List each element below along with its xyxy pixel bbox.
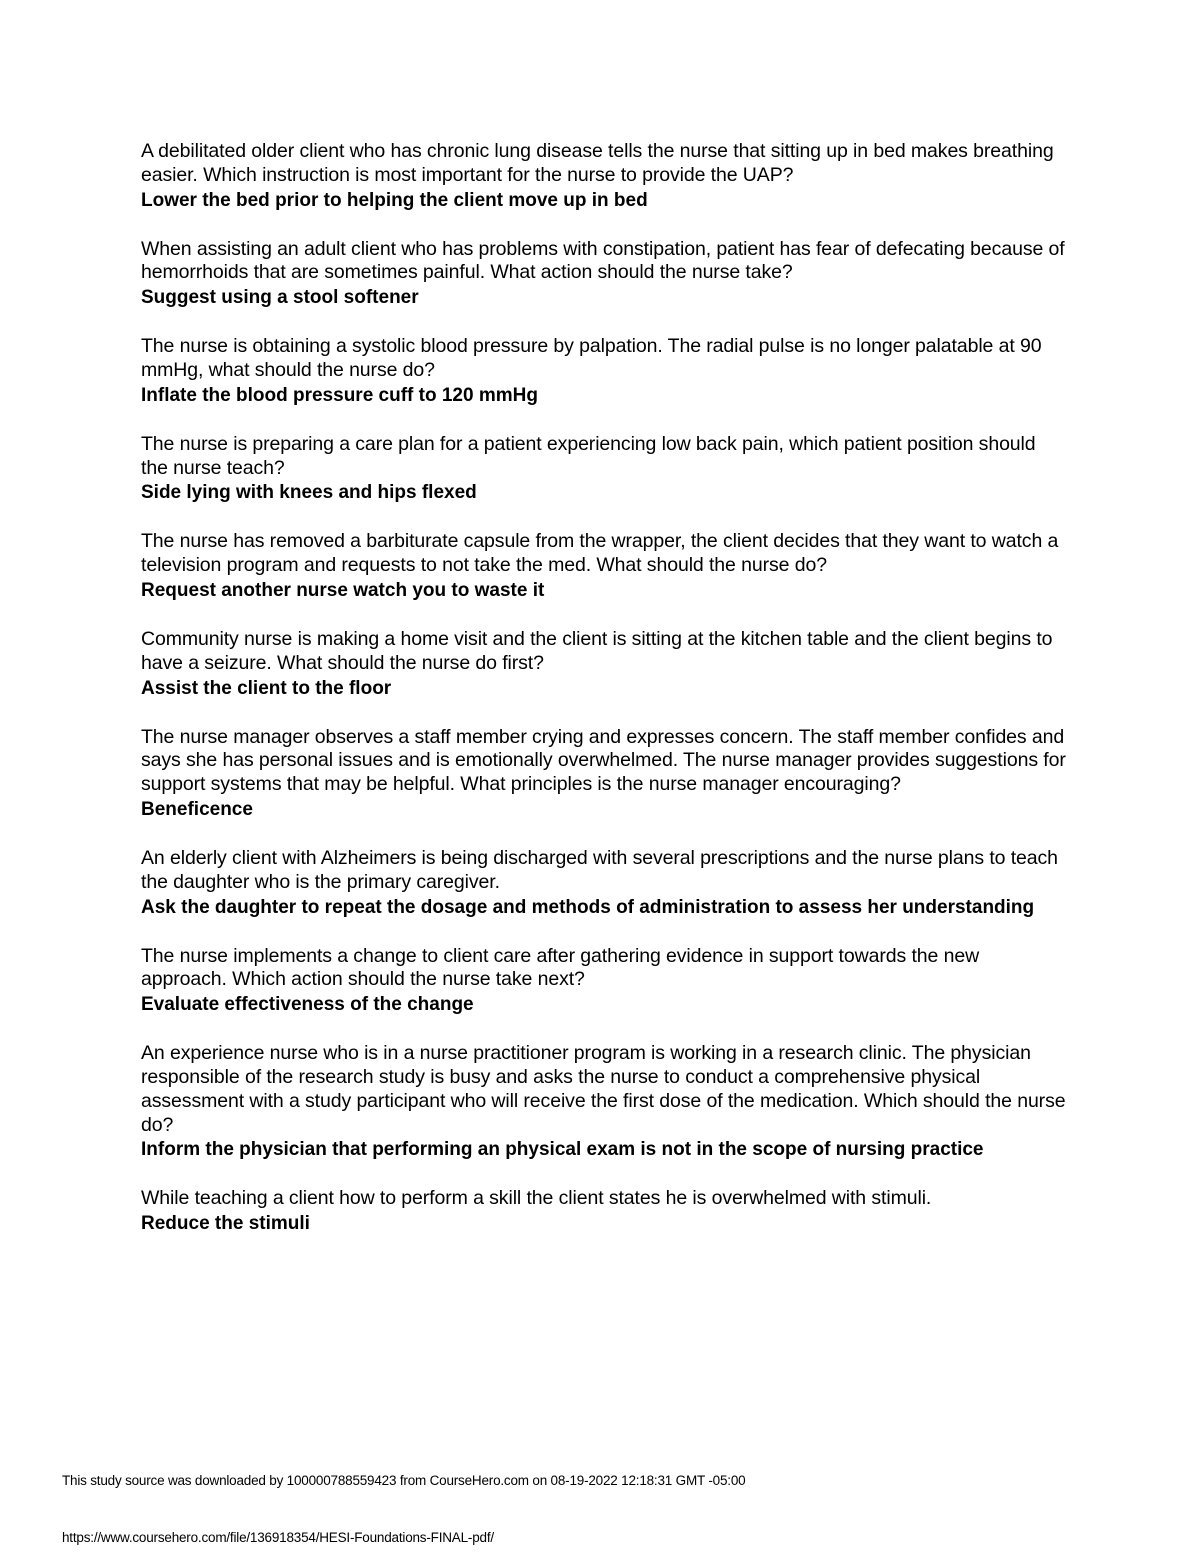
answer-text: Suggest using a stool softener [141,287,419,309]
download-source-note: This study source was downloaded by 100000788559423 from CourseHero.com on 08-19-2022 12:18:31 GMT -05:00 [62,1473,746,1488]
qa-item [141,847,1066,921]
qa-item [141,335,1066,409]
question-text: An experience nurse who is in a nurse practitioner program is working in a research clinic. The physician responsible of the research study is busy and asks the nurse to conduct a comprehensive physical assessment with a study participant who will receive the first dose of the medication. Which should the nurse do? [141,1042,1066,1136]
qa-item [141,628,1066,702]
qa-item [141,238,1066,312]
answer-text: Assist the client to the floor [141,677,392,699]
answer-text: Ask the daughter to repeat the dosage and methods of administration to assess her understanding [141,896,1035,918]
answer-text: Lower the bed prior to helping the client move up in bed [141,189,648,211]
question-text: The nurse implements a change to client care after gathering evidence in support towards the new approach. Which action should the nurse take next? [141,944,980,991]
question-text: A debilitated older client who has chronic lung disease tells the nurse that sitting up in bed makes breathing easier. Which instruction is most important for the nurse to provide the UAP? [141,140,1054,186]
qa-item [141,1042,1066,1163]
document-body [141,140,1066,1261]
qa-item [141,433,1066,507]
qa-item [141,726,1066,823]
answer-text: Inform the physician that performing an physical exam is not in the scope of nursing practice [141,1139,984,1161]
question-text: While teaching a client how to perform a skill the client states he is overwhelmed with stimuli. [141,1187,932,1210]
qa-item [141,140,1066,214]
question-text: The nurse manager observes a staff member crying and expresses concern. The staff member confides and says she has personal issues and is emotionally overwhelmed. The nurse manager provides suggestions for support systems that may be helpful. What principles is the nurse manager encouraging? [141,725,1066,796]
question-text: The nurse is preparing a care plan for a patient experiencing low back pain, which patient position should the nurse teach? [141,432,1036,479]
question-text: An elderly client with Alzheimers is being discharged with several prescriptions and the nurse plans to teach the daughter who is the primary caregiver. [141,846,1058,893]
question-text: The nurse has removed a barbiturate capsule from the wrapper, the client decides that they want to watch a television program and requests to not take the med. What should the nurse do? [141,530,1059,577]
question-text: Community nurse is making a home visit and the client is sitting at the kitchen table and the client begins to have a seizure. What should the nurse do first? [141,627,1053,674]
answer-text: Evaluate effectiveness of the change [141,994,474,1016]
source-url[interactable]: https://www.coursehero.com/file/136918354/HESI-Foundations-FINAL-pdf/ [62,1530,494,1545]
qa-item [141,530,1066,604]
qa-item [141,945,1066,1019]
answer-text: Request another nurse watch you to waste it [141,579,545,601]
answer-text: Side lying with knees and hips flexed [141,482,477,504]
qa-item [141,1187,1066,1237]
question-text: When assisting an adult client who has problems with constipation, patient has fear of defecating because of hemorrhoids that are sometimes painful. What action should the nurse take? [141,237,1065,284]
answer-text: Beneficence [141,798,253,820]
answer-text: Reduce the stimuli [141,1213,310,1235]
question-text: The nurse is obtaining a systolic blood pressure by palpation. The radial pulse is no longer palatable at 90 mmHg, what should the nurse do? [141,335,1042,381]
answer-text: Inflate the blood pressure cuff to 120 mmHg [141,384,538,406]
